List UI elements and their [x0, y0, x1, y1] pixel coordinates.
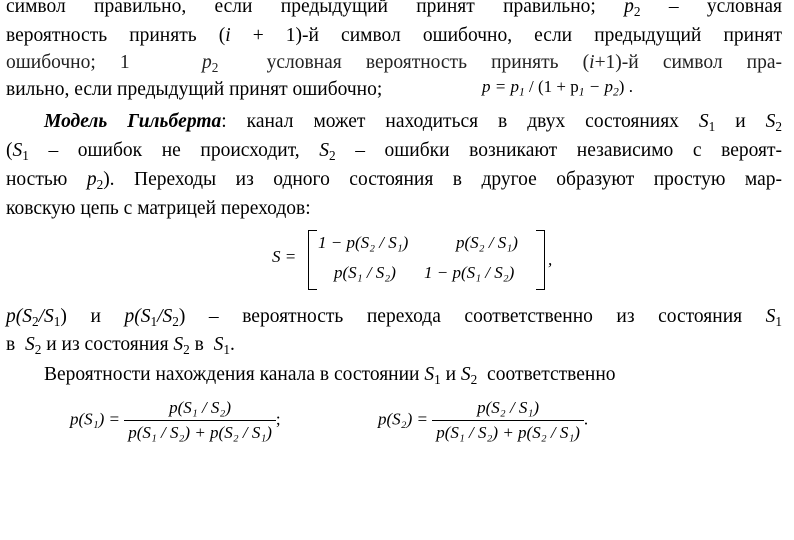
text-line-11: Вероятности нахождения канала в состоянии $S_1$ и $S_2$ соответственно	[44, 364, 616, 387]
text-line-4: вильно, если предыдущий принят ошибочно;	[6, 79, 383, 100]
formula-p-s1: p(S₁) = $\frac{\text{p(S₁ / S₂)}}{\text{p(S₁ / S₂) + p(S₂ / S₁)}}$ ;	[70, 398, 281, 442]
matrix-cell-22: 1 − p(S₁ / S₂)	[424, 263, 515, 282]
text-line-10: в $S_2$ и из состояния $S_2$ в $S_1$.	[6, 334, 235, 357]
matrix-comma: ,	[548, 250, 553, 269]
gilbert-model-title: Модель Гильберта	[44, 111, 222, 132]
matrix-right-bracket	[536, 230, 545, 290]
text-line-9: $p(S_2/S_1)$ и $p(S_1/S_2)$ – вероятность перехода соответственно из состояния $S_1$	[6, 306, 783, 329]
fraction-p-s1: $\frac{\text{p(S₁ / S₂)}}{\text{p(S₁ / S₂) + p(S₂ / S₁)}}$	[124, 398, 276, 443]
fraction-p-s2: $\frac{\text{p(S₂ / S₁)}}{\text{p(S₁ / S₂) + p(S₂ / S₁)}}$	[432, 398, 584, 443]
gilbert-model-paragraph: Модель Гильберта: канал может находиться в двух состояниях $S_1$ и $S_2$	[44, 111, 783, 134]
matrix-cell-11: 1 − p(S₂ / S₁)	[318, 233, 409, 252]
text-line-6: ($S_1$ – ошибок не происходит, $S_2$ – ошибки возникают независимо с вероят-	[6, 140, 782, 163]
text-line-8: ковскую цепь с матрицей переходов:	[6, 198, 311, 219]
matrix-left-bracket	[308, 230, 317, 290]
transition-matrix	[272, 230, 578, 288]
formula-p-s2: p(S₂) = $\frac{\text{p(S₂ / S₁)}}{\text{p(S₁ / S₂) + p(S₂ / S₁)}}$ .	[378, 398, 589, 442]
matrix-cell-21: p(S₁ / S₂)	[334, 263, 396, 282]
text-line-1: символ правильно, если предыдущий принят правильно; $p_2$ – условная	[6, 0, 783, 19]
formula-p-definition: $p = p_1 / (1 + p_1 - p_2)$ .	[482, 77, 633, 99]
text-line-3: ошибочно; 1 $p_2$ условная вероятность принять (i+1)-й символ пра-	[6, 52, 783, 75]
matrix-lhs: S =	[272, 247, 297, 266]
matrix-cell-12: p(S₂ / S₁)	[456, 233, 518, 252]
text-line-7: ностью $p_2$). Переходы из одного состояния в другое образуют простую мар-	[6, 169, 782, 192]
text-line-2: вероятность принять (i + 1)-й символ ошибочно, если предыдущий принят	[6, 25, 782, 46]
